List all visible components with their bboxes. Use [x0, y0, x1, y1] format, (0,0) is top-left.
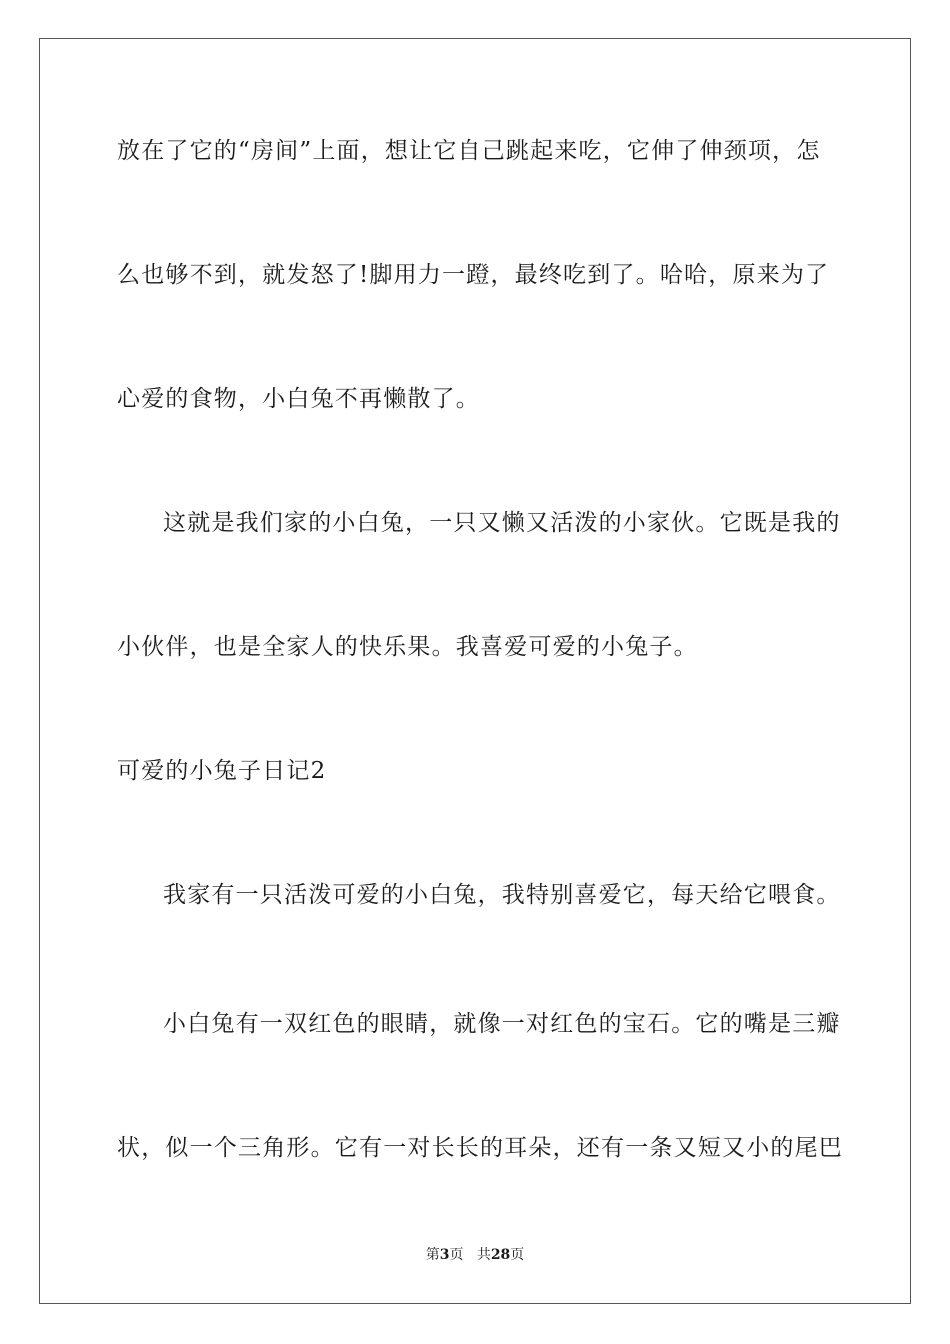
body-text-line: 这就是我们家的小白兔，一只又懒又活泼的小家伙。它既是我的 — [163, 510, 841, 536]
footer-page-suffix: 页 — [449, 1247, 464, 1263]
body-text-line: 状，似一个三角形。它有一对长长的耳朵，还有一条又短又小的尾巴 — [117, 1135, 843, 1161]
page-footer — [0, 1246, 950, 1264]
page-border — [39, 38, 911, 1304]
section-heading: 可爱的小兔子日记2 — [117, 758, 327, 784]
body-text-line: 小白兔有一双红色的眼睛，就像一对红色的宝石。它的嘴是三瓣 — [163, 1011, 841, 1037]
body-text-line: 心爱的食物，小白兔不再懒散了。 — [117, 386, 480, 412]
footer-total-suffix: 页 — [510, 1247, 525, 1263]
footer-total-prefix: 共 — [476, 1247, 491, 1263]
body-text-line: 小伙伴，也是全家人的快乐果。我喜爱可爱的小兔子。 — [117, 634, 698, 660]
footer-prefix: 第 — [425, 1247, 440, 1263]
body-text-line: 我家有一只活泼可爱的小白兔，我特别喜爱它，每天给它喂食。 — [163, 882, 841, 908]
footer-total-pages: 28 — [490, 1247, 511, 1263]
body-text-line: 么也够不到，就发怒了!脚用力一蹬，最终吃到了。哈哈，原来为了 — [117, 262, 830, 288]
body-text-line: 放在了它的“房间”上面，想让它自己跳起来吃，它伸了伸颈项，怎 — [117, 138, 821, 164]
footer-page-number: 3 — [439, 1247, 450, 1263]
